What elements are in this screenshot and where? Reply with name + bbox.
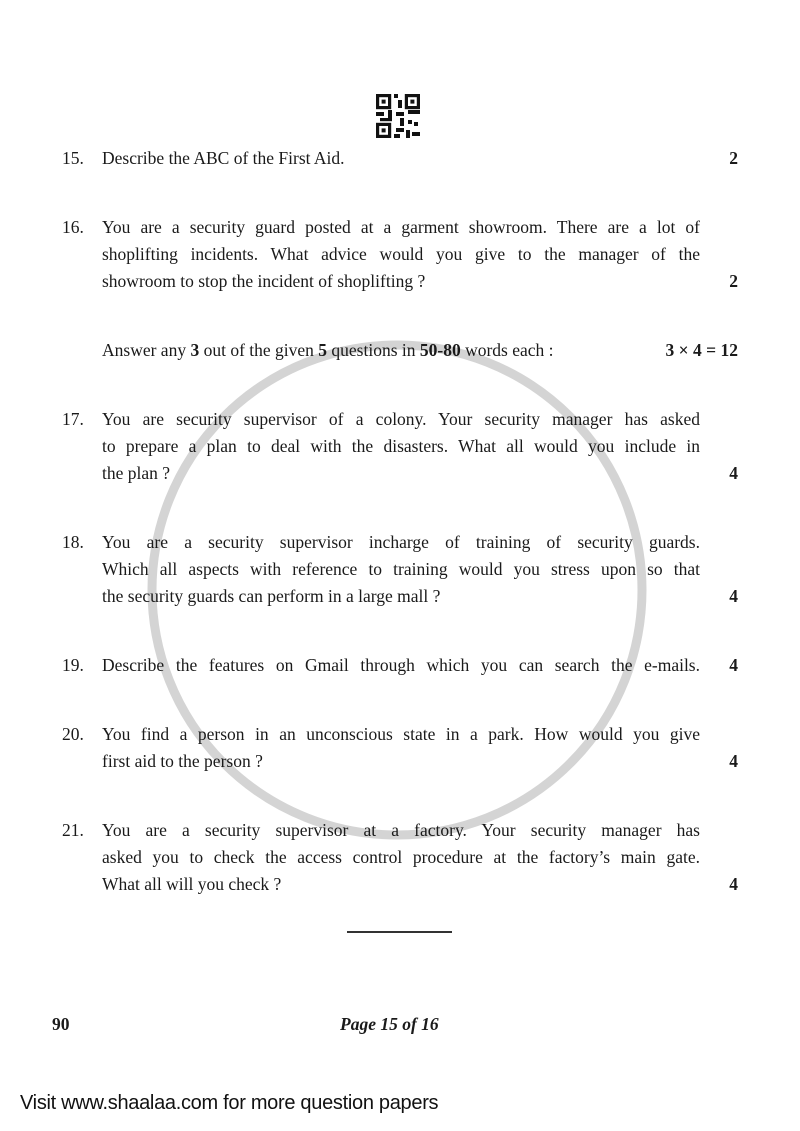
page-number: Page 15 of 16: [340, 1014, 439, 1034]
question-text: Describe the ABC of the First Aid.: [102, 148, 345, 168]
question-text: You are a security guard posted at a garment showroom. There are a lot of: [102, 217, 700, 237]
question-number: 17.: [62, 409, 84, 429]
question-number: 20.: [62, 724, 84, 744]
question-marks: 2: [729, 271, 738, 291]
question-text: the security guards can perform in a large mall ?: [102, 586, 441, 606]
question-number: 21.: [62, 820, 84, 840]
instruction-number: 50-80: [419, 340, 461, 360]
qr-code-icon: [376, 94, 420, 138]
instruction-part: questions in: [327, 340, 420, 360]
question-marks: 4: [729, 463, 738, 483]
question-text: What all will you check ?: [102, 874, 282, 894]
question-text: You are security supervisor of a colony. Your security manager has asked: [102, 409, 700, 429]
question-text: You find a person in an unconscious state in a park. How would you give: [102, 724, 700, 744]
question-number: 15.: [62, 148, 84, 168]
question-text: Which all aspects with reference to training would you stress upon so that: [102, 559, 700, 579]
instruction-part: words each :: [460, 340, 554, 360]
question-text: showroom to stop the incident of shoplifting ?: [102, 271, 426, 291]
instruction-part: Answer any: [102, 340, 191, 360]
question-text: asked you to check the access control procedure at the factory’s main gate.: [102, 847, 700, 867]
question-marks: 4: [729, 751, 738, 771]
question-marks: 4: [729, 586, 738, 606]
question-text: Describe the features on Gmail through which you can search the e-mails.: [102, 655, 700, 675]
paper-code: 90: [52, 1014, 70, 1034]
instruction-text: [102, 340, 554, 360]
question-marks: 4: [729, 655, 738, 675]
question-number: 18.: [62, 532, 84, 552]
question-marks: 2: [729, 148, 738, 168]
question-text: to prepare a plan to deal with the disasters. What all would you include in: [102, 436, 700, 456]
question-text: the plan ?: [102, 463, 171, 483]
instruction-number: 3: [190, 340, 200, 360]
question-text: shoplifting incidents. What advice would you give to the manager of the: [102, 244, 700, 264]
question-text: You are a security supervisor at a factory. Your security manager has: [102, 820, 700, 840]
question-text: first aid to the person ?: [102, 751, 263, 771]
promo-banner: Visit www.shaalaa.com for more question papers: [20, 1092, 439, 1114]
instruction-part: out of the given: [199, 340, 319, 360]
question-marks: 4: [729, 874, 738, 894]
question-text: You are a security supervisor incharge of training of security guards.: [102, 532, 700, 552]
instruction-number: 5: [318, 340, 328, 360]
end-rule: [347, 931, 452, 933]
instruction-marks: 3 × 4 = 12: [665, 340, 738, 360]
question-number: 16.: [62, 217, 84, 237]
question-number: 19.: [62, 655, 84, 675]
